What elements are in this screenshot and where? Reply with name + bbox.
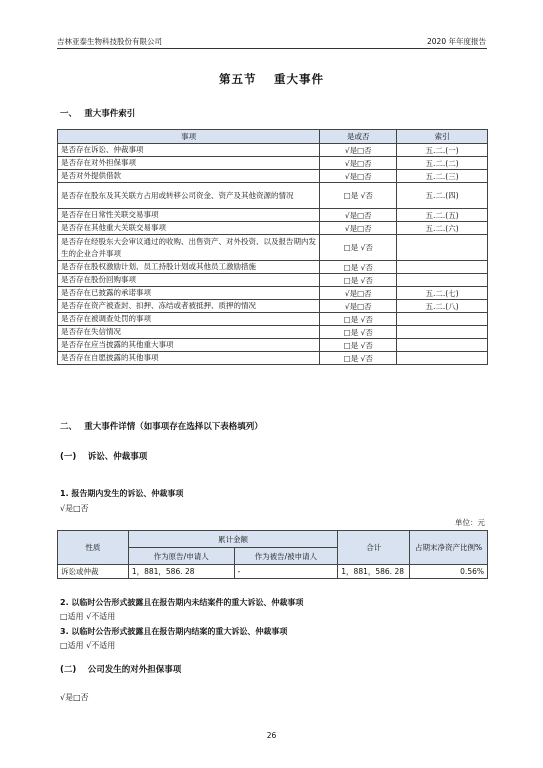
col-header-item: 事项 [58,130,320,144]
cell-item: 是否存在股东及其关联方占用或转移公司资金、资产及其他资源的情况 [58,183,320,209]
cell-defendant: - [234,565,338,579]
cell-yes-no: √是□否 [320,209,397,222]
cell-item: 是否存在股份回购事项 [58,274,320,287]
lawsuit-table [57,530,488,579]
cell-yes-no: □是 √否 [320,235,397,261]
unit-label: 单位：元 [455,518,485,527]
table-row [58,274,488,287]
cell-index: 五.二.(六) [397,222,488,235]
table-row [58,313,488,326]
header-rule [57,48,487,49]
item1-title: 1. 报告期内发生的诉讼、仲裁事项 [60,489,184,498]
cell-index: 五.二.(二) [397,157,488,170]
cell-item: 是否存在资产被查封、扣押、冻结或者被抵押、质押的情况 [58,300,320,313]
cell-index [397,235,488,261]
table-row [58,222,488,235]
cell-yes-no: √是□否 [320,300,397,313]
cell-item: 是否存在股权激励计划、员工持股计划或其他员工激励措施 [58,261,320,274]
cell-index [397,352,488,365]
table-row [58,183,488,209]
cell-item: 是否存在应当披露的其他重大事项 [58,339,320,352]
item2-title: 2. 以临时公告形式披露且在报告期内未结案件的重大诉讼、仲裁事项 [60,598,304,607]
table-row [58,287,488,300]
header-company: 吉林亚泰生物科技股份有限公司 [57,37,162,46]
table-row [58,565,488,579]
table-row [58,261,488,274]
table-row [58,209,488,222]
table-row [58,235,488,261]
table-row [58,144,488,157]
cell-index [397,339,488,352]
item1-check: √是□否 [60,504,89,513]
header-report: 2020 年年度报告 [427,37,486,46]
item3-check: □适用 √不适用 [60,641,116,650]
col-header-index: 索引 [397,130,488,144]
guarantee-subheading: (二) 公司发生的对外担保事项 [60,665,182,675]
item3-title: 3. 以临时公告形式披露且在报告期内结案的重大诉讼、仲裁事项 [60,627,288,636]
cell-yes-no: □是 √否 [320,274,397,287]
cell-item: 是否存在失信情况 [58,326,320,339]
cell-sum: 1，881，586. 28 [338,565,410,579]
table-row [58,170,488,183]
th-defendant: 作为被告/被申请人 [234,548,338,565]
cell-index [397,274,488,287]
cell-index: 五.二.(五) [397,209,488,222]
cell-nature: 诉讼或仲裁 [58,565,129,579]
cell-index [397,261,488,274]
cell-yes-no: □是 √否 [320,313,397,326]
cell-index: 五.二.(七) [397,287,488,300]
events-index-table [57,129,488,365]
cell-item: 是否存在被调查处罚的事项 [58,313,320,326]
cell-item: 是否存在自愿披露的其他事项 [58,352,320,365]
cell-yes-no: √是□否 [320,170,397,183]
table-row [58,326,488,339]
cell-yes-no: □是 √否 [320,183,397,209]
table-row [58,339,488,352]
cell-yes-no: □是 √否 [320,339,397,352]
cell-yes-no: □是 √否 [320,352,397,365]
cell-index [397,326,488,339]
cell-index [397,313,488,326]
lawsuit-subheading: (一) 诉讼、仲裁事项 [60,452,148,462]
th-sum: 合计 [338,531,410,565]
cell-index: 五.二.(三) [397,170,488,183]
cell-item: 是否存在对外担保事项 [58,157,320,170]
th-total-amount: 累计金额 [128,531,337,548]
guarantee-check: √是□否 [60,693,89,702]
table-row [58,157,488,170]
th-ratio: 占期末净资产比例% [410,531,488,565]
table-row [58,352,488,365]
cell-item: 是否存在经股东大会审议通过的收购、出售资产、对外投资、以及报告期内发生的企业合并事项 [58,235,320,261]
cell-index: 五.二.(一) [397,144,488,157]
item2-check: □适用 √不适用 [60,612,116,621]
part1-heading: 一、 重大事件索引 [60,109,136,119]
table-row [58,300,488,313]
page-number: 26 [266,731,277,740]
part2-heading: 二、 重大事件详情（如事项存在选择以下表格填列） [60,422,263,432]
cell-item: 是否存在诉讼、仲裁事项 [58,144,320,157]
cell-yes-no: √是□否 [320,287,397,300]
section-title: 第五节 重大事件 [218,72,324,86]
th-nature: 性质 [58,531,129,565]
cell-yes-no: □是 √否 [320,261,397,274]
cell-yes-no: √是□否 [320,144,397,157]
cell-index: 五.二.(八) [397,300,488,313]
cell-index: 五.二.(四) [397,183,488,209]
cell-item: 是否存在已披露的承诺事项 [58,287,320,300]
cell-yes-no: √是□否 [320,222,397,235]
cell-item: 是否存在其他重大关联交易事项 [58,222,320,235]
cell-yes-no: √是□否 [320,157,397,170]
th-plaintiff: 作为原告/申请人 [128,548,234,565]
cell-yes-no: □是 √否 [320,326,397,339]
cell-ratio: 0.56% [410,565,488,579]
cell-plaintiff: 1，881，586. 28 [128,565,234,579]
col-header-yes-no: 是或否 [320,130,397,144]
cell-item: 是否存在日常性关联交易事项 [58,209,320,222]
cell-item: 是否对外提供借款 [58,170,320,183]
